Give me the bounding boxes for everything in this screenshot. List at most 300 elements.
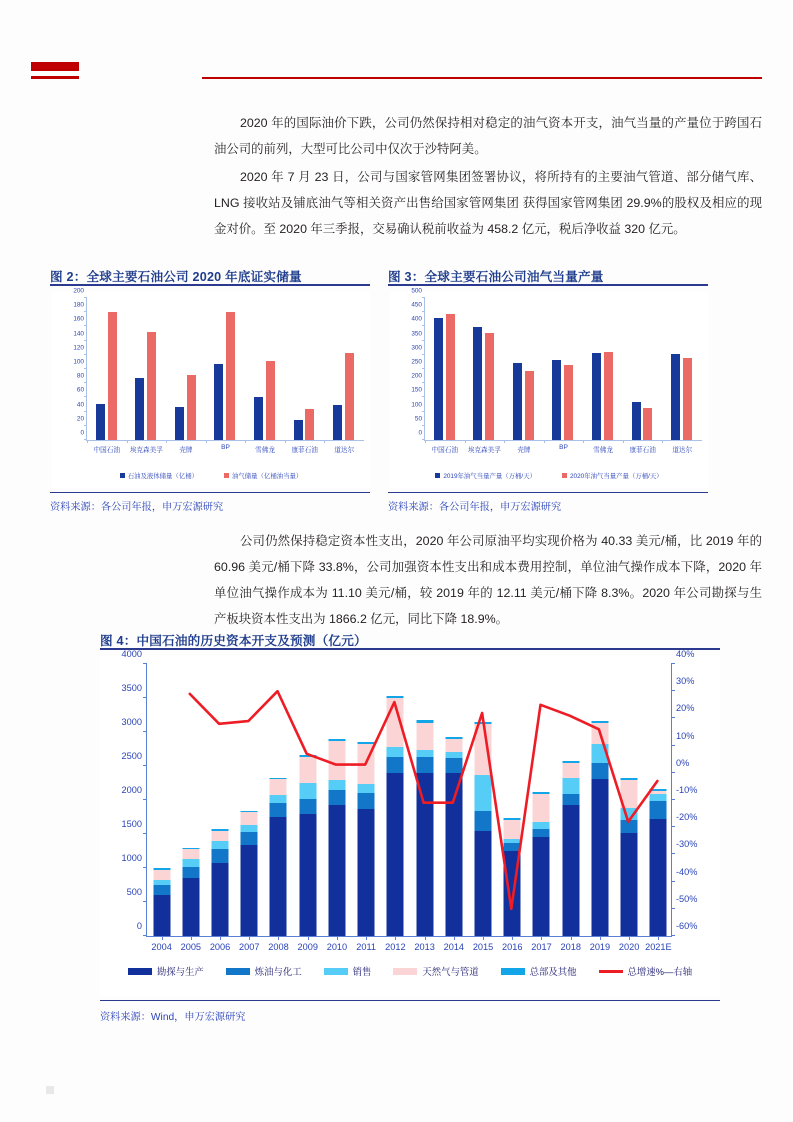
figure-4-chart — [100, 649, 720, 996]
fig4-x-tick — [278, 936, 279, 940]
fig4-bar-segment — [562, 778, 579, 794]
fig4-y-right-tick-label: -30% — [676, 839, 698, 850]
fig3-legend-label: 2020年油气当量产量（万桶/天） — [570, 473, 663, 480]
fig4-legend-item — [128, 964, 204, 978]
fig3-x-tick-label: 壳牌 — [517, 447, 531, 454]
fig4-stacked-bar — [504, 818, 521, 936]
fig3-bar — [473, 327, 482, 440]
fig3-x-tick — [504, 440, 505, 443]
fig4-bar-segment — [475, 831, 492, 936]
fig3-x-tick-label: 康菲石油 — [629, 447, 656, 454]
fig4-bar-segment — [650, 801, 667, 819]
fig4-bar-column — [468, 664, 497, 952]
figure-3-source: 资料来源：各公司年报，申万宏源研究 — [388, 502, 562, 513]
fig4-bar-segment — [212, 841, 229, 849]
fig4-bar-column — [410, 664, 439, 952]
fig2-y-tick-label: 180 — [73, 301, 84, 309]
fig3-x-tick — [662, 440, 663, 443]
fig3-bar — [525, 371, 534, 440]
fig4-bar-segment — [650, 819, 667, 936]
fig4-stacked-bar — [650, 789, 667, 936]
fig4-x-tick-label: 2017 — [531, 942, 552, 952]
figure-2-source: 资料来源：各公司年报，申万宏源研究 — [50, 502, 224, 513]
fig4-stacked-bar — [270, 778, 287, 936]
header-accent-underline — [31, 76, 79, 79]
fig3-y-tick-label: 350 — [411, 330, 422, 338]
fig4-y-left-tick-label: 0 — [136, 921, 142, 931]
fig4-bar-segment — [328, 780, 345, 790]
fig4-x-tick — [395, 936, 396, 940]
fig3-y-tick-label: 0 — [418, 429, 422, 437]
fig4-x-tick-label: 2009 — [297, 942, 318, 952]
fig4-x-tick — [629, 936, 630, 940]
fig2-bar-group — [285, 298, 325, 454]
fig4-bar-segment — [621, 820, 638, 832]
fig4-bar-segment — [591, 744, 608, 763]
fig4-legend-item — [599, 964, 693, 978]
fig4-bar-segment — [475, 811, 492, 831]
fig4-stacked-bar — [328, 739, 345, 936]
fig4-y-right-tick-label: -60% — [676, 921, 698, 931]
fig2-bar-group — [166, 298, 206, 454]
fig2-y-tick-label: 120 — [73, 344, 84, 352]
fig3-bar-group — [544, 298, 584, 451]
fig4-bar-segment — [299, 814, 316, 936]
fig4-bar-segment — [475, 724, 492, 775]
fig3-bar — [592, 353, 601, 440]
legend-swatch-icon — [393, 968, 417, 975]
fig4-legend-item — [393, 964, 478, 978]
fig4-bar-segment — [416, 750, 433, 757]
fig4-bar-segment — [182, 867, 199, 877]
fig4-bar-segment — [591, 723, 608, 743]
fig2-bar — [226, 312, 235, 440]
fig3-bar — [564, 365, 573, 440]
fig3-x-tick-label: BP — [559, 444, 568, 451]
fig4-y-left-tick-label: 2500 — [121, 751, 142, 761]
fig4-bar-segment — [212, 863, 229, 936]
fig4-x-tick-label: 2006 — [209, 942, 231, 952]
fig3-x-tick-label: 雪佛龙 — [593, 447, 613, 454]
fig3-bar-group — [583, 298, 623, 454]
fig4-y-right-tick-label: 40% — [676, 649, 695, 659]
fig4-bar-segment — [358, 793, 375, 809]
fig4-bar-segment — [416, 723, 433, 750]
fig4-bar-segment — [212, 849, 229, 863]
fig3-bar — [632, 402, 641, 440]
fig4-stacked-bar — [445, 737, 462, 936]
fig2-x-tick-label: 道达尔 — [334, 447, 355, 454]
fig4-stacked-bar — [358, 742, 375, 936]
fig4-bar-column — [235, 664, 264, 952]
legend-swatch-icon — [501, 968, 525, 975]
fig2-bar-group — [245, 298, 285, 454]
fig4-bar-segment — [358, 809, 375, 936]
fig3-y-tick-label: 100 — [411, 401, 422, 409]
fig4-bar-segment — [328, 805, 345, 936]
fig3-x-tick — [623, 440, 624, 443]
fig4-stacked-bar — [621, 778, 638, 936]
fig2-legend-label: 油气储量（亿桶油当量） — [232, 473, 303, 480]
fig2-x-tick — [324, 440, 325, 443]
fig4-x-tick-label: 2018 — [560, 942, 581, 952]
fig4-bar-segment — [504, 843, 521, 851]
fig2-y-tick-label: 140 — [73, 330, 84, 338]
fig4-stacked-bar — [241, 811, 258, 936]
fig4-bar-segment — [328, 790, 345, 805]
fig3-bar — [683, 358, 692, 440]
fig4-bar-segment — [241, 812, 258, 824]
fig2-x-tick — [245, 440, 246, 443]
fig4-bar-segment — [562, 763, 579, 778]
fig4-bar-segment — [153, 885, 170, 895]
fig3-y-tick-label: 300 — [411, 344, 422, 352]
fig2-y-tick-label: 100 — [73, 358, 84, 366]
fig2-bar-group — [206, 298, 246, 451]
fig4-x-tick-label: 2016 — [502, 942, 523, 952]
fig2-legend-item — [224, 471, 302, 480]
fig2-bar — [305, 409, 314, 440]
fig4-bar-segment — [241, 832, 258, 845]
fig4-bar-segment — [241, 845, 258, 936]
fig2-bar — [333, 405, 342, 441]
fig2-x-tick-label: 康菲石油 — [291, 447, 318, 454]
fig4-bar-segment — [241, 825, 258, 832]
fig2-legend-label: 石油及液体储量（亿桶） — [127, 473, 198, 480]
fig3-bar — [604, 352, 613, 440]
fig4-x-tick-label: 2020 — [618, 942, 640, 952]
fig3-x-tick — [583, 440, 584, 443]
fig4-x-tick — [337, 936, 338, 940]
fig4-x-tick — [220, 936, 221, 940]
fig4-bar-segment — [387, 773, 404, 936]
fig4-bar-column — [585, 664, 614, 952]
fig4-stacked-bar — [591, 721, 608, 936]
fig4-bar-segment — [445, 739, 462, 752]
fig4-legend-item — [226, 964, 302, 978]
fig4-bar-segment — [533, 794, 550, 823]
fig3-bar — [434, 318, 443, 440]
fig4-stacked-bar — [475, 722, 492, 936]
fig4-bar-column — [205, 664, 234, 952]
fig3-y-tick-label: 200 — [411, 372, 422, 380]
fig4-bar-column — [381, 664, 410, 952]
fig4-legend-item — [324, 964, 372, 978]
fig2-bar — [96, 404, 105, 440]
fig2-y-tick-label: 60 — [76, 386, 84, 394]
fig2-x-tick — [87, 440, 88, 443]
fig2-x-tick-label: 中国石油 — [93, 447, 120, 454]
fig4-x-tick-label: 2012 — [385, 942, 406, 952]
fig4-bar-column — [498, 664, 527, 952]
fig4-x-tick — [541, 936, 542, 940]
fig4-x-tick-label: 2008 — [268, 942, 289, 952]
fig4-bar-segment — [416, 757, 433, 773]
fig4-y-right-tick-label: -10% — [676, 785, 698, 795]
fig4-bar-column — [322, 664, 351, 952]
fig4-bar-segment — [153, 870, 170, 880]
fig4-x-tick — [454, 936, 455, 940]
header-rule — [202, 77, 762, 79]
fig2-x-tick-label: 壳牌 — [179, 447, 193, 454]
fig4-x-tick — [425, 936, 426, 940]
body-paragraph-2: 2020 年 7 月 23 日，公司与国家管网集团签署协议，将所持有的主要油气管道、部分储气库、LNG 接收站及铺底油气等相关资产出售给国家管网集团 获得国家管网集团 29.9%的股权及相应的现金对价。至 2020 年三季报，交易确认税前收益为 458.2 亿元，税后净收益 320 亿元。 — [214, 170, 762, 237]
fig4-stacked-bar — [562, 761, 579, 936]
fig3-x-tick-label: 道达尔 — [672, 447, 693, 454]
fig4-bar-segment — [182, 878, 199, 936]
fig4-y-left-tick-label: 3500 — [121, 683, 142, 693]
fig4-stacked-bar — [416, 720, 433, 936]
fig3-x-tick — [425, 440, 426, 443]
fig3-bar — [485, 333, 494, 440]
fig4-legend-item — [501, 964, 577, 978]
fig3-bar — [643, 408, 652, 440]
fig4-bar-column — [556, 664, 585, 952]
legend-swatch-icon — [562, 473, 567, 478]
fig4-legend-label: 天然气与管道 — [422, 966, 479, 977]
fig4-bar-column — [615, 664, 644, 952]
fig4-x-tick — [658, 936, 659, 940]
fig4-bar-column — [644, 664, 673, 952]
figure-4-title-rule — [100, 648, 720, 650]
fig4-bar-segment — [445, 758, 462, 774]
fig4-y-right-tick-label: 0% — [676, 757, 690, 768]
figure-4-legend — [100, 964, 720, 978]
fig2-bar — [135, 378, 144, 440]
legend-swatch-icon — [224, 473, 229, 478]
legend-swatch-icon — [599, 970, 623, 973]
fig4-stacked-bar — [153, 868, 170, 936]
fig4-bar-column — [176, 664, 205, 952]
fig4-bar-segment — [562, 794, 579, 805]
figure-2-title-rule — [50, 284, 370, 286]
legend-swatch-icon — [226, 968, 250, 975]
fig4-bar-segment — [591, 763, 608, 779]
fig4-y-left-tick-label: 500 — [126, 887, 142, 897]
figure-3-source-rule — [388, 492, 708, 493]
fig4-stacked-bar — [533, 792, 550, 936]
fig4-x-tick — [571, 936, 572, 940]
fig4-x-tick-label: 2015 — [472, 942, 494, 952]
body-paragraph-1: 2020 年的国际油价下跌，公司仍然保持相对稳定的油气资本开支，油气当量的产量位于跨国石油公司的前列，大型可比公司中仅次于沙特阿美。 — [214, 116, 762, 157]
fig2-bar — [108, 312, 117, 440]
legend-swatch-icon — [435, 473, 440, 478]
fig4-legend-label: 销售 — [352, 966, 372, 977]
fig4-bar-segment — [621, 808, 638, 820]
fig4-bar-segment — [387, 747, 404, 758]
fig3-bar-group — [425, 298, 465, 454]
fig2-plot-area — [73, 287, 364, 454]
fig2-bar-group — [324, 298, 364, 454]
fig2-x-tick-label: 埃克森美孚 — [129, 447, 163, 454]
fig4-x-tick-label: 2010 — [326, 942, 348, 952]
fig4-bar-segment — [212, 831, 229, 841]
fig3-bar — [671, 354, 680, 440]
fig4-bar-segment — [387, 698, 404, 747]
fig4-bar-segment — [182, 849, 199, 859]
fig2-x-tick-label: BP — [221, 444, 230, 451]
fig4-x-tick — [249, 936, 250, 940]
fig4-bar-segment — [299, 757, 316, 784]
fig4-legend-label: 总增速%—右轴 — [627, 966, 693, 977]
fig2-y-tick-label: 40 — [76, 401, 84, 409]
fig4-y-right-tick-label: -50% — [676, 893, 698, 904]
fig4-x-tick-label: 2021E — [645, 942, 672, 952]
fig4-x-tick — [308, 936, 309, 940]
fig4-stacked-bar — [212, 829, 229, 936]
fig4-bar-segment — [270, 817, 287, 936]
fig4-x-tick-label: 2019 — [589, 942, 611, 952]
fig4-bar-segment — [591, 779, 608, 936]
fig3-x-tick — [544, 440, 545, 443]
fig3-bar — [513, 363, 522, 440]
fig3-bar-group — [504, 298, 544, 454]
fig4-y-right-tick-label: 30% — [676, 676, 695, 687]
figure-3-chart — [390, 287, 708, 488]
fig4-bar-segment — [650, 794, 667, 801]
fig4-bar-segment — [270, 779, 287, 795]
fig4-x-tick-label: 2005 — [180, 942, 202, 952]
fig3-bar — [552, 360, 561, 440]
fig3-y-tick-label: 400 — [411, 315, 422, 323]
body-paragraph-3: 公司仍然保持稳定资本性支出，2020 年公司原油平均实现价格为 40.33 美元/桶，比 2019 年的 60.96 美元/桶下降 33.8%，公司加强资本性支出和成本费用控制，单位油气操作成本下降，2020 年单位油气操作成本为 11.10 美元/桶，较 2019 年的 12.11 美元/桶下降 8.3%。2020 年公司勘探与生产板块资本性支出为 1866.2 亿元，同比下降 18.9%。 — [214, 534, 762, 627]
fig4-bar-segment — [533, 837, 550, 936]
fig4-bar-segment — [445, 773, 462, 936]
fig4-bar-segment — [153, 895, 170, 936]
fig2-y-tick-label: 160 — [73, 315, 84, 323]
fig4-stacked-bar — [387, 696, 404, 936]
fig4-bar-segment — [475, 775, 492, 811]
fig4-bar-segment — [504, 851, 521, 936]
fig3-plot-area — [411, 287, 702, 454]
fig2-bar-group — [127, 298, 167, 454]
fig2-bar — [214, 364, 223, 440]
fig2-bar — [294, 420, 303, 440]
fig3-bar-group — [465, 298, 505, 454]
fig4-bar-segment — [270, 803, 287, 817]
fig4-bar-segment — [416, 773, 433, 936]
fig2-x-tick — [166, 440, 167, 443]
fig4-y-right-tick-label: 10% — [676, 730, 695, 741]
fig4-bar-column — [439, 664, 468, 952]
fig2-x-tick-label: 雪佛龙 — [255, 447, 275, 454]
fig2-bar-group — [87, 298, 127, 454]
fig4-x-tick-label: 2011 — [356, 942, 377, 952]
fig2-legend — [52, 471, 370, 480]
fig3-bar — [446, 314, 455, 440]
fig4-y-right-tick-label: -40% — [676, 866, 698, 877]
legend-swatch-icon — [128, 968, 152, 975]
figure-3-title: 图 3：全球主要石油公司油气当量产量 — [388, 270, 604, 284]
fig3-legend — [390, 471, 708, 480]
fig4-x-tick-label: 2004 — [151, 942, 172, 952]
fig4-bar-segment — [504, 820, 521, 839]
fig4-x-tick — [191, 936, 192, 940]
fig3-legend-item — [562, 471, 663, 480]
fig4-y-left-tick-label: 4000 — [121, 649, 142, 659]
fig3-x-tick — [465, 440, 466, 443]
fig2-x-tick — [127, 440, 128, 443]
fig4-x-tick-label: 2014 — [443, 942, 465, 952]
figure-2-source-rule — [50, 492, 370, 493]
figure-2-chart — [52, 287, 370, 488]
fig4-bar-segment — [182, 859, 199, 868]
fig4-bar-segment — [562, 805, 579, 936]
fig2-y-tick-label: 0 — [80, 429, 84, 437]
fig4-y-left-tick-label: 1500 — [121, 819, 142, 829]
fig3-y-tick-label: 150 — [411, 386, 422, 394]
fig2-x-tick — [206, 440, 207, 443]
fig4-y-left-tick-label: 3000 — [121, 717, 142, 727]
fig4-bar-segment — [621, 780, 638, 809]
fig4-bar-segment — [533, 829, 550, 837]
fig3-y-tick-label: 450 — [411, 301, 422, 309]
fig4-bar-column — [527, 664, 556, 952]
fig4-x-tick — [483, 936, 484, 940]
fig2-x-tick — [285, 440, 286, 443]
fig4-bar-segment — [299, 799, 316, 815]
fig2-bar — [266, 361, 275, 440]
figure-2-title: 图 2：全球主要石油公司 2020 年底证实储量 — [50, 270, 302, 284]
fig4-y-left-tick-label: 1000 — [121, 853, 142, 863]
fig3-legend-item — [435, 471, 536, 480]
fig3-bar-group — [623, 298, 663, 454]
fig3-bar-group — [662, 298, 702, 454]
fig4-x-tick — [512, 936, 513, 940]
fig4-bar-column — [293, 664, 322, 952]
fig4-y-left-tick-label: 2000 — [121, 785, 142, 795]
header-accent-block — [31, 62, 79, 71]
fig4-bar-column — [147, 664, 176, 952]
fig4-bar-segment — [299, 783, 316, 799]
fig3-x-tick-label: 中国石油 — [431, 447, 458, 454]
fig4-bar-segment — [387, 757, 404, 773]
fig4-x-tick-label: 2013 — [414, 942, 435, 952]
fig2-bar — [175, 407, 184, 440]
fig4-bar-column — [264, 664, 293, 952]
fig4-stacked-bar — [299, 755, 316, 936]
fig2-bar — [254, 397, 263, 440]
fig4-x-tick — [366, 936, 367, 940]
fig4-bar-segment — [358, 744, 375, 784]
figure-4-title: 图 4：中国石油的历史资本开支及预测（亿元） — [100, 634, 367, 648]
fig3-y-tick-label: 250 — [411, 358, 422, 366]
footer-mark — [46, 1086, 54, 1094]
fig4-stacked-bar — [182, 848, 199, 936]
fig2-bar — [147, 332, 156, 440]
fig4-x-tick-label: 2007 — [239, 942, 260, 952]
legend-swatch-icon — [324, 968, 348, 975]
fig2-bar — [187, 375, 196, 440]
fig2-bar — [345, 353, 354, 440]
fig4-bar-column — [352, 664, 381, 952]
fig2-y-tick-label: 200 — [73, 287, 84, 295]
fig4-bar-segment — [621, 833, 638, 936]
fig2-legend-item — [120, 471, 198, 480]
fig2-y-tick-label: 20 — [76, 415, 84, 423]
fig4-bar-segment — [270, 795, 287, 804]
fig4-x-tick — [600, 936, 601, 940]
fig3-y-tick-label: 50 — [414, 415, 422, 423]
fig4-bar-segment — [358, 784, 375, 793]
fig3-legend-label: 2019年油气当量产量（万桶/天） — [443, 473, 536, 480]
fig4-bar-segment — [328, 741, 345, 780]
fig4-legend-label: 勘探与生产 — [156, 966, 204, 977]
fig4-x-tick — [162, 936, 163, 940]
fig3-y-tick-label: 500 — [411, 287, 422, 295]
fig4-legend-label: 总部及其他 — [529, 966, 577, 977]
figure-3-title-rule — [388, 284, 708, 286]
